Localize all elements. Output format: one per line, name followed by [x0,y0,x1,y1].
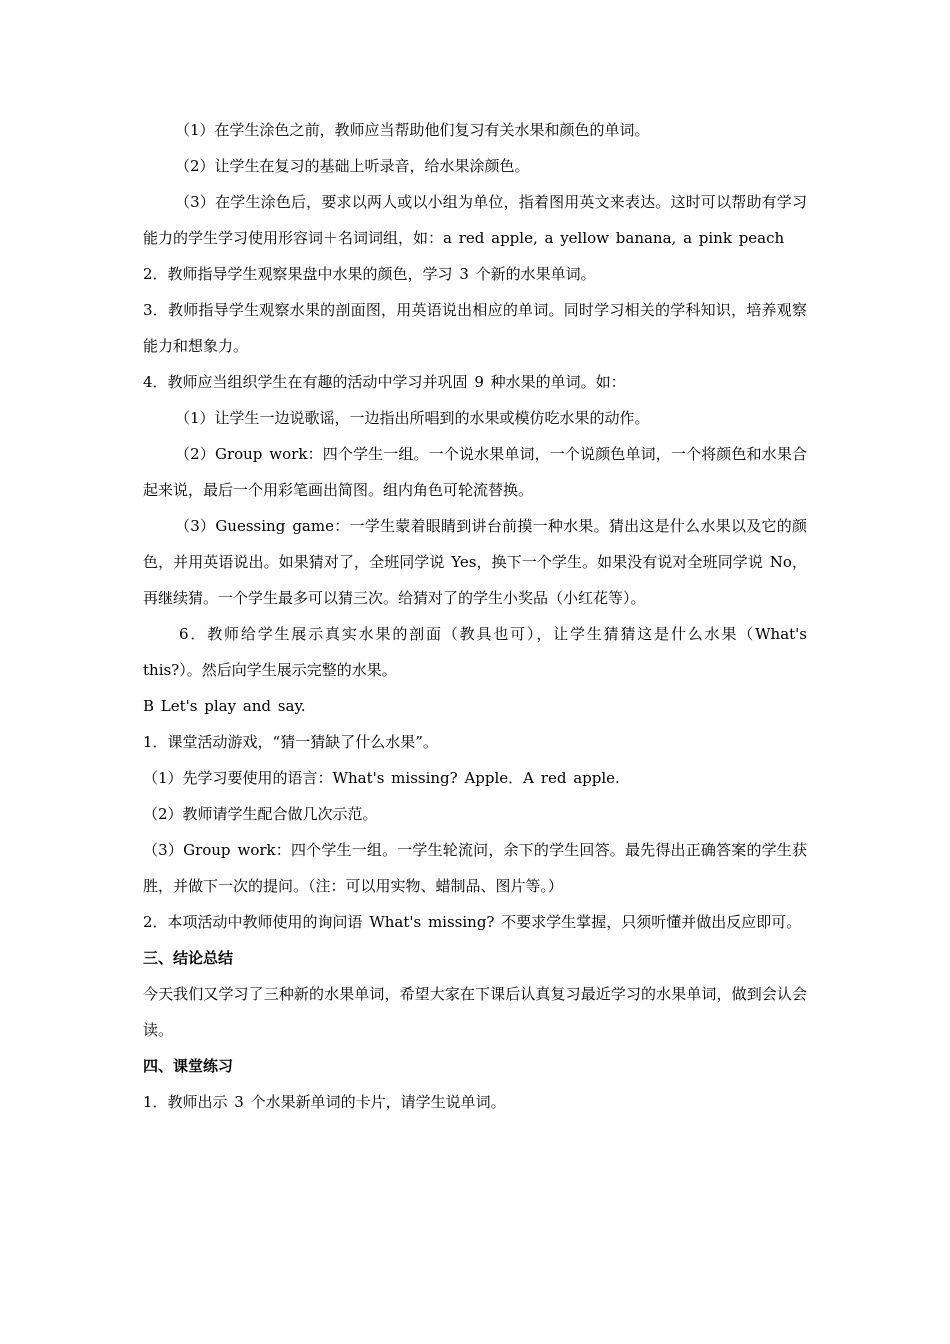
paragraph-game-intro: 1．课堂活动游戏，“猜一猜缺了什么水果”。 [143,733,438,751]
paragraph-step-2: 2．教师指导学生观察果盘中水果的颜色，学习 3 个新的水果单词。 [143,265,596,283]
paragraph-exercise-1: 1．教师出示 3 个水果新单词的卡片，请学生说单词。 [143,1093,506,1111]
document-page [143,112,807,1120]
paragraph-language: （1）先学习要使用的语言：What's missing? Apple．A red apple. [143,769,620,787]
paragraph-guessing-game: （3）Guessing game：一学生蒙着眼睛到讲台前摸一种水果。猜出这是什么水果以及它的颜色，并用英语说出。如果猜对了，全班同学说 Yes，换下一个学生。如果没有说对全班同学说 No，再继续猜。一个学生最多可以猜三次。给猜对了的学生小奖品（小红花等）。 [143,517,807,607]
paragraph-step-4: 4．教师应当组织学生在有趣的活动中学习并巩固 9 种水果的单词。如： [143,373,626,391]
paragraph-group-work: （2）Group work：四个学生一组。一个说水果单词，一个说颜色单词，一个将颜色和水果合起来说，最后一个用彩笔画出简图。组内角色可轮流替换。 [143,445,807,499]
paragraph-step-6: 6．教师给学生展示真实水果的剖面（教具也可），让学生猜猜这是什么水果（What's this?）。然后向学生展示完整的水果。 [143,625,807,679]
paragraph-demo: （2）教师请学生配合做几次示范。 [143,805,378,823]
paragraph-whats-missing: 2．本项活动中教师使用的询问语 What's missing? 不要求学生掌握，只须听懂并做出反应即可。 [143,913,802,931]
paragraph-pair-express: （3）在学生涂色后，要求以两人或以小组为单位，指着图用英文来表达。这时可以帮助有学习能力的学生学习使用形容词＋名词词组，如：a red apple, a yellow banana, a pink peach [143,193,807,247]
paragraph-group-work-b: （3）Group work：四个学生一组。一学生轮流问，余下的学生回答。最先得出正确答案的学生获胜，并做下一次的提问。（注：可以用实物、蜡制品、图片等。） [143,841,807,895]
heading-conclusion: 三、结论总结 [143,949,234,967]
paragraph-section-b: B Let's play and say. [143,697,306,715]
heading-exercise: 四、课堂练习 [143,1057,234,1075]
paragraph-review-words: （1）在学生涂色之前，教师应当帮助他们复习有关水果和颜色的单词。 [175,121,650,139]
paragraph-step-3: 3．教师指导学生观察水果的剖面图，用英语说出相应的单词。同时学习相关的学科知识，培养观察能力和想象力。 [143,301,807,355]
paragraph-chant: （1）让学生一边说歌谣，一边指出所唱到的水果或模仿吃水果的动作。 [175,409,650,427]
paragraph-conclusion: 今天我们又学习了三种新的水果单词，希望大家在下课后认真复习最近学习的水果单词，做到会认会读。 [143,985,807,1039]
paragraph-listen-color: （2）让学生在复习的基础上听录音，给水果涂颜色。 [175,157,530,175]
